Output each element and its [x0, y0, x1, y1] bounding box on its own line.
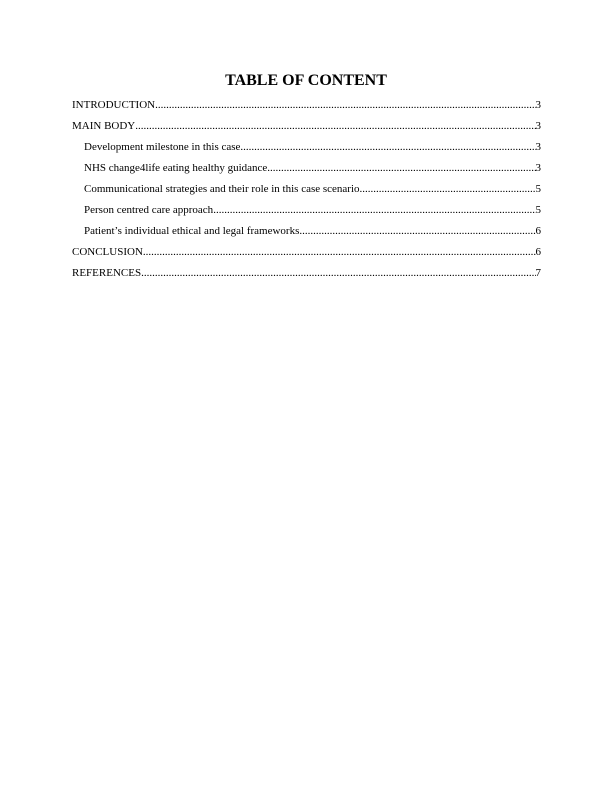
toc-dot-leader [143, 245, 536, 259]
toc-page-number: 5 [535, 204, 541, 216]
toc-dot-leader [141, 266, 535, 280]
toc-page-number: 3 [535, 162, 541, 174]
toc-entry-introduction[interactable] [72, 98, 541, 119]
page-title: TABLE OF CONTENT [225, 72, 387, 89]
toc-page-number: 3 [535, 99, 541, 111]
toc-entry-label: Patient’s individual ethical and legal frameworks [84, 225, 300, 237]
toc-entry-label: INTRODUCTION [72, 99, 156, 111]
toc-dot-leader [213, 203, 535, 217]
toc-entry-label: Development milestone in this case [84, 141, 241, 153]
toc-entry-nhs-change4life[interactable] [72, 161, 541, 182]
toc-dot-leader [267, 161, 535, 175]
toc-page-number: 3 [535, 120, 541, 132]
toc-dot-leader [135, 119, 535, 133]
toc-page-number: 6 [535, 225, 541, 237]
toc-page-number: 7 [535, 267, 541, 279]
toc-entry-conclusion[interactable] [72, 245, 541, 266]
table-of-contents [72, 98, 541, 287]
toc-entry-person-centred-care[interactable] [72, 203, 541, 224]
toc-entry-label: MAIN BODY [72, 120, 136, 132]
toc-page-number: 6 [535, 246, 541, 258]
toc-entry-ethical-legal-frameworks[interactable] [72, 224, 541, 245]
toc-entry-label: REFERENCES [72, 267, 142, 279]
toc-page-number: 3 [535, 141, 541, 153]
toc-entry-label: CONCLUSION [72, 246, 143, 258]
toc-dot-leader [155, 98, 535, 112]
toc-dot-leader [299, 224, 535, 238]
toc-entry-main-body[interactable] [72, 119, 541, 140]
toc-page-number: 5 [535, 183, 541, 195]
toc-entry-label: Person centred care approach [84, 204, 214, 216]
toc-entry-development-milestone[interactable] [72, 140, 541, 161]
toc-entry-label: Communicational strategies and their role in this case scenario [84, 183, 360, 195]
toc-entry-communicational-strategies[interactable] [72, 182, 541, 203]
toc-dot-leader [360, 182, 536, 196]
toc-entry-label: NHS change4life eating healthy guidance [84, 162, 268, 174]
toc-entry-references[interactable] [72, 266, 541, 287]
toc-dot-leader [240, 140, 535, 154]
